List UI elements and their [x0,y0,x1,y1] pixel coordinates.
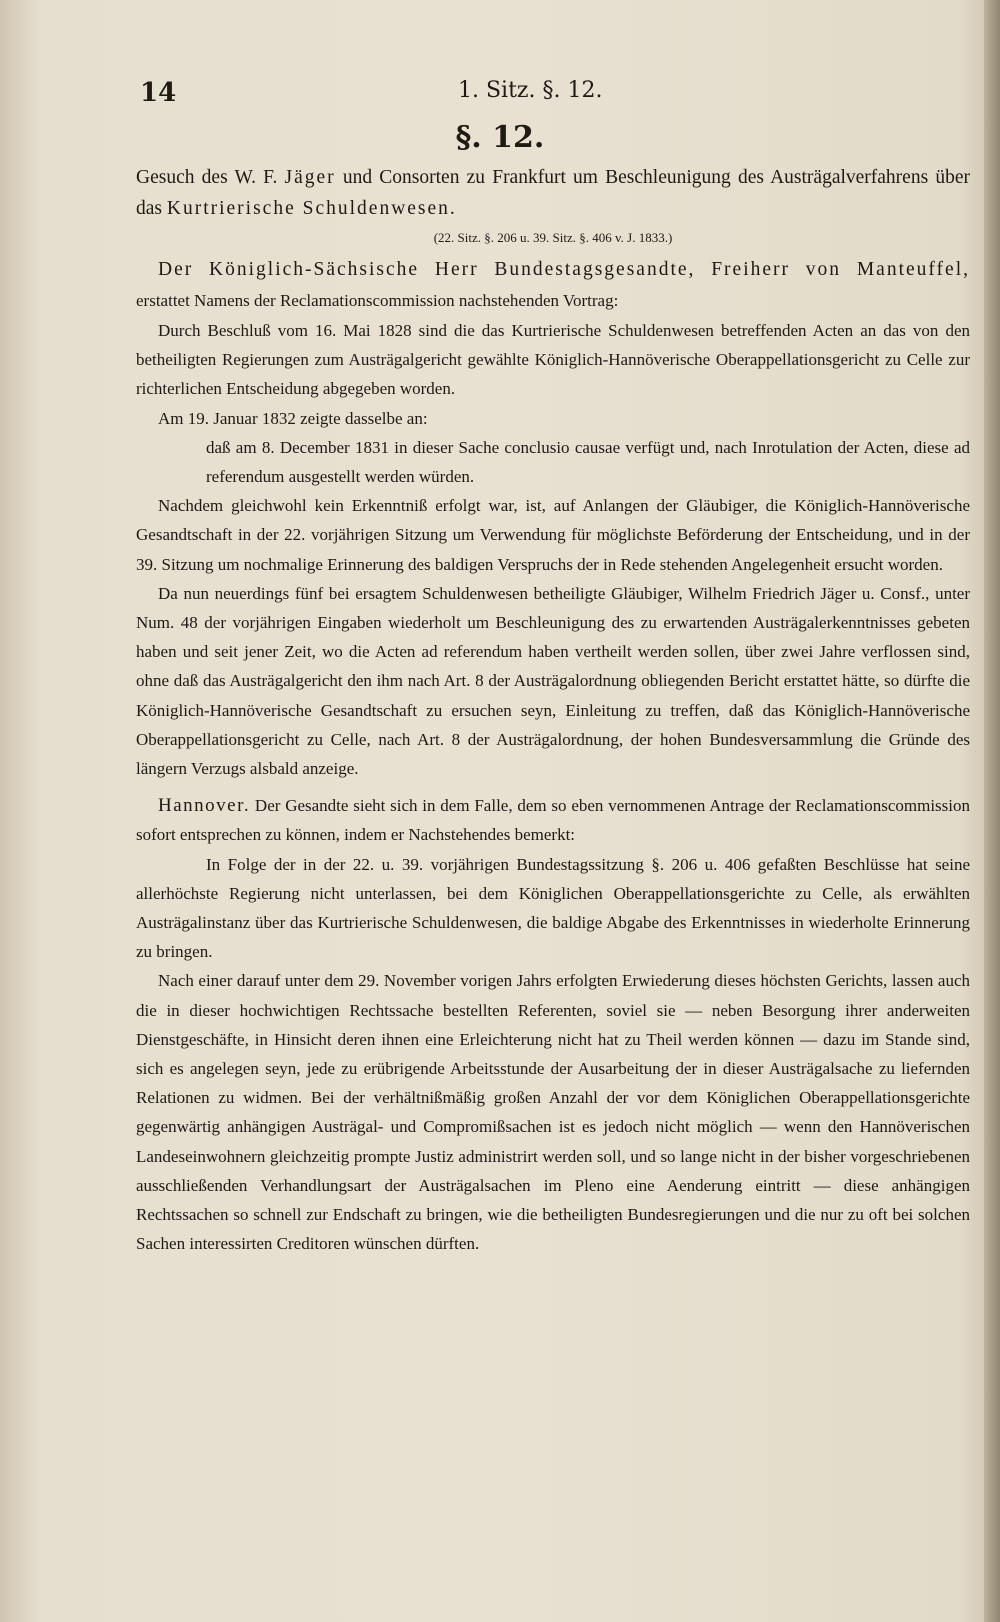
lead-paragraph [136,254,970,316]
subject-mid: und Consorten zu Frankfurt um Beschleunigung des Austrägalverfahrens über das [136,167,971,219]
page-edge [984,0,1000,1622]
lead-rest: erstattet Namens der Reclamationscommission nachstehenden Vortrag: [136,291,619,310]
paragraph-1: Durch Beschluß vom 16. Mai 1828 sind die das Kurtrierische Schuldenwesen betreffenden Acten an das von den betheiligten Regierungen zum Austrägalgericht gewählte Königlich-Hannöverische Oberappellationsgericht zu Celle zur richterlichen Entscheidung abgegeben worden. [136,321,970,399]
section-subject [136,162,970,224]
lead-speaker: Der Königlich-Sächsische Herr Bundestagsgesandte, Freiherr von Manteuffel, [158,259,970,280]
subject-pre: Gesuch des W. F. [136,167,278,188]
speaker-hannover: Hannover. [158,795,251,817]
page-number: 14 [140,78,177,108]
paragraph-2: Am 19. Januar 1832 zeigte dasselbe an: [158,408,428,428]
paragraph-5: Da nun neuerdings fünf bei ersagtem Schuldenwesen betheiligte Gläubiger, Wilhelm Friedrich Jäger u. Consf., unter Num. 48 der vorjährigen Eingaben wiederholt um Beschleunigung des zu erwartenden Austrägalerkenntnisses gebeten haben und seit jener Zeit, wo die Acten ad referendum haben vertheilt werden sollen, über zwei Jahre verflossen sind, ohne daß das Austrägalgericht den ihm nach Art. 8 der Austrägalordnung obliegenden Bericht erstattet hätte, so dürfte die Königlich-Hannöverische Gesandtschaft zu ersuchen seyn, Einleitung zu treffen, daß das Königlich-Hannöverische Oberappellationsgericht zu Celle, nach Art. 8 der Austrägalordnung, der hohen Bundesversammlung die Gründe des längern Verzugs alsbald anzeige. [136,583,970,779]
paragraph-6-text: Der Gesandte sieht sich in dem Falle, dem so eben vernommenen Antrage der Reclamationscommission sofort entsprechen zu können, indem er Nachstehendes bemerkt: [136,796,971,845]
section-title: §. 12. [455,120,545,155]
paragraph-8: Nach einer darauf unter dem 29. November vorigen Jahrs erfolgten Erwiederung dieses höchsten Gerichts, lassen auch die in dieser hochwichtigen Rechtssache bestellten Referenten, soviel sie — neben Besorgung ihrer anderweiten Dienstgeschäfte, in Hinsicht deren ihnen eine Erleichterung nicht hat zu Theil werden können — dazu im Stande sind, sich es angelegen seyn, jede zu erübrigende Arbeitsstunde der Ausarbeitung der in dieser Austrägalsache zu liefernden Relationen zu widmen. Bei der verhältnißmäßig großen Anzahl der vor dem Königlichen Oberappellationsgerichte gegenwärtig anhängigen Austrägal- und Compromißsachen ist es jedoch nicht möglich — wenn den Hannöverischen Landeseinwohnern gleichzeitig prompte Justiz administrirt werden soll, und so lange nicht in der bisher vorgeschriebenen ausschließenden Verhandlungsart der Austrägalsachen im Pleno eine Aenderung eintritt — diese anhängigen Rechtssachen so schnell zur Endschaft zu bringen, wie die betheiligten Bundesregierungen und die nur zu oft bei solchen Sachen interessirten Creditoren wünschen dürften. [136,971,970,1254]
page-header [140,74,970,114]
text-body [136,162,970,1259]
paragraph-4: Nachdem gleichwohl kein Erkenntniß erfolgt war, ist, auf Anlangen der Gläubiger, die Königlich-Hannöverische Gesandtschaft in der 22. vorjährigen Sitzung um Verwendung für möglichste Beförderung der Entscheidung, und in der 39. Sitzung um nochmalige Erinnerung des baldigen Verspruchs der in Rede stehenden Angelegenheit ersucht worden. [136,496,970,574]
reference-line: (22. Sitz. §. 206 u. 39. Sitz. §. 406 v. J. 1833.) [433,230,673,245]
subject-name: Jäger [284,167,336,188]
subject-topic: Kurtrierische Schuldenwesen. [166,198,457,219]
running-head: 1. Sitz. §. 12. [458,78,603,103]
paragraph-3: daß am 8. December 1831 in dieser Sache conclusio causae verfügt und, nach Inrotulation der Acten, diese ad referendum ausgestellt werden würden. [206,437,970,487]
paragraph-6 [136,791,970,849]
paragraph-7: In Folge der in der 22. u. 39. vorjährigen Bundestagssitzung §. 206 u. 406 gefaßten Beschlüsse hat seine allerhöchste Regierung nicht unterlassen, bei dem Königlichen Oberappellationsgerichte zu Celle, als erwählten Austrägalinstanz über das Kurtrierische Schuldenwesen, die baldige Abgabe des Erkenntnisses in wiederholte Erinnerung zu bringen. [136,854,970,962]
